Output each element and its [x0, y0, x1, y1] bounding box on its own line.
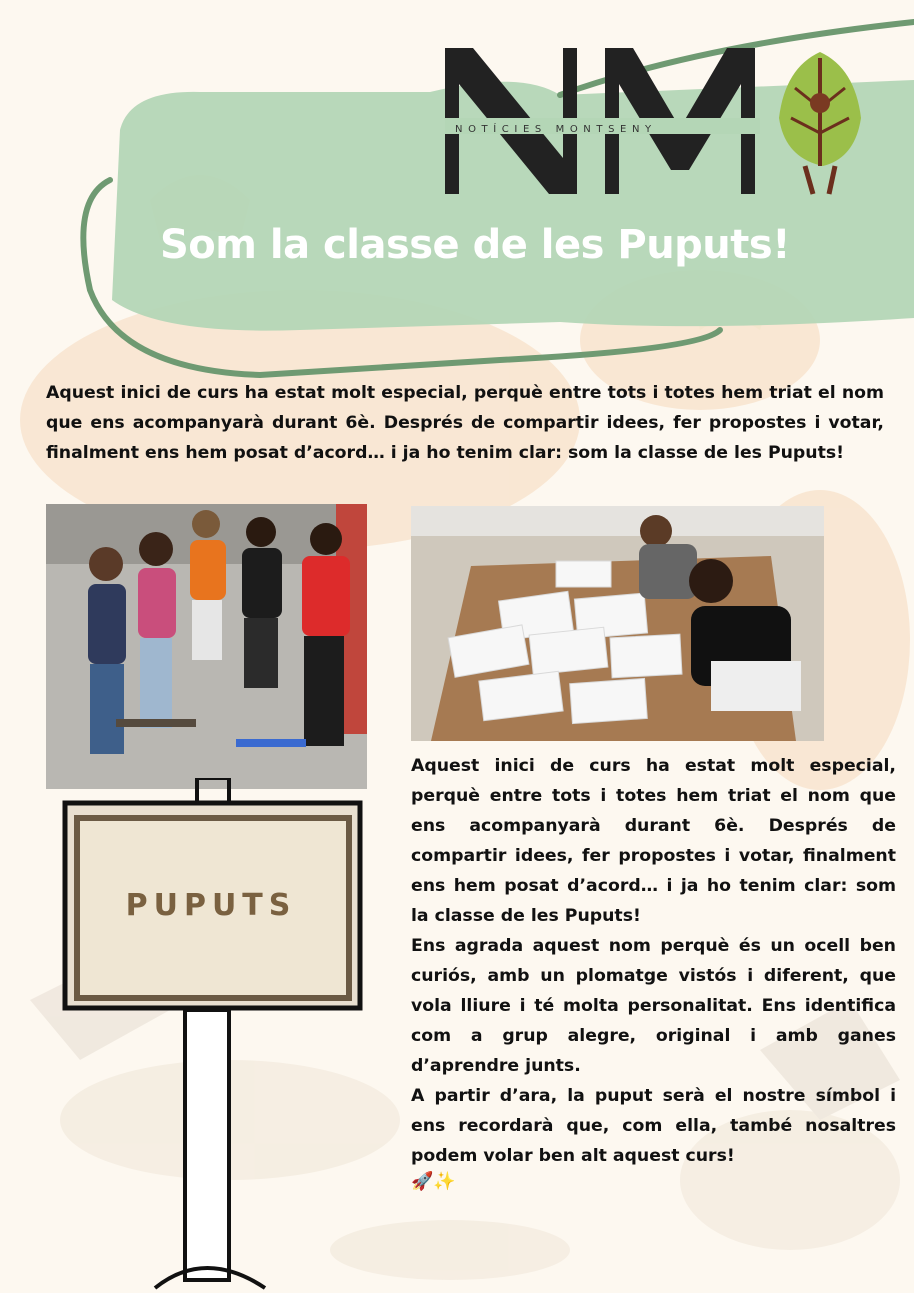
students-arranging-papers-photo — [411, 506, 824, 741]
article-body — [411, 751, 896, 1192]
brand-name: NOTÍCIES MONTSENY — [455, 124, 657, 135]
puputs-signpost-illustration — [55, 778, 365, 1293]
page-title: Som la classe de les Puputs! — [160, 222, 790, 268]
article-paragraph-3: A partir d’ara, la puput serà el nostre símbol i ens recordarà que, com ella, també nosaltres podem volar ben alt aquest curs! — [411, 1086, 896, 1166]
sign-text: PUPUTS — [125, 888, 297, 923]
intro-paragraph: Aquest inici de curs ha estat molt especial, perquè entre tots i totes hem triat el nom que ens acompanyarà durant 6è. Després de compartir idees, fer propostes i votar, finalment ens hem posat d’acord… i ja ho tenim clar: som la classe de les Puputs! — [46, 383, 884, 463]
leaf-hoopoe-icon — [775, 48, 865, 196]
article-paragraph-1: Aquest inici de curs ha estat molt especial, perquè entre tots i totes hem triat el nom que ens acompanyarà durant 6è. Després de compartir idees, fer propostes i votar, finalment ens hem posat d’acord… i ja ho tenim clar: som la classe de les Puputs! — [411, 756, 896, 926]
nm-logo — [445, 48, 760, 198]
article-paragraph-2: Ens agrada aquest nom perquè és un ocell ben curiós, amb un plomatge vistós i diferent, que vola lliure i té molta personalitat. Ens identifica com a grup alegre, original i amb ganes d’aprendre junts. — [411, 936, 896, 1076]
children-with-scooters-photo — [46, 504, 367, 789]
rocket-sparkles-emoji: 🚀✨ — [411, 1171, 456, 1192]
